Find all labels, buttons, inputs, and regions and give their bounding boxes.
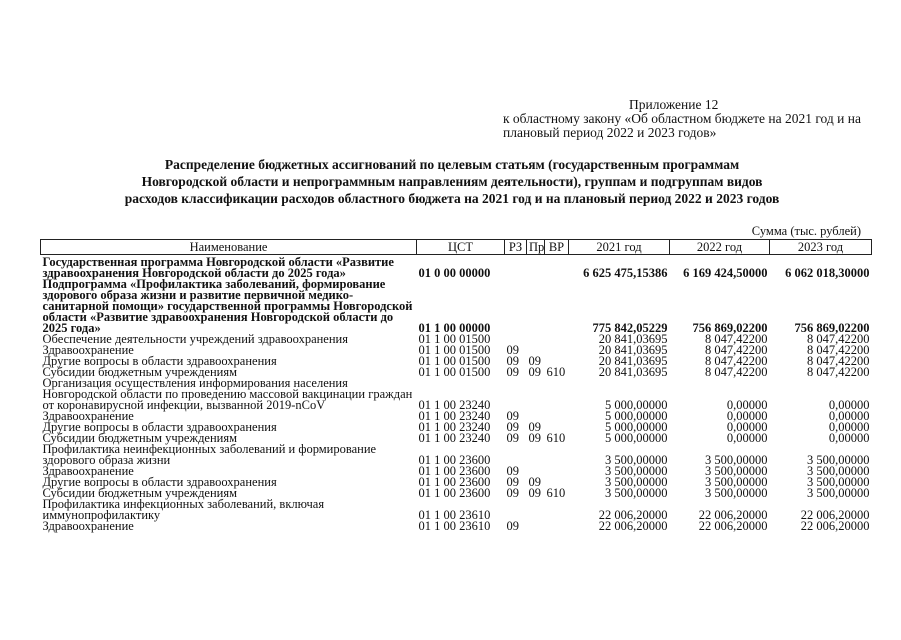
row-cst: 01 1 00 01500 — [418, 354, 491, 368]
row-amount-2021: 5 000,00000 — [605, 398, 668, 412]
appendix-note — [503, 98, 863, 140]
budget-table — [40, 239, 872, 532]
row-vr: 610 — [546, 365, 566, 379]
row-rz: 09 — [506, 475, 519, 489]
header-vr: ВР — [545, 240, 569, 255]
row-amount-2021: 775 842,05229 — [592, 321, 668, 335]
row-amount-2023: 0,00000 — [828, 431, 870, 445]
title-line-2: Новгородской области и непрограммным направлениям деятельности), группам и подгруппам видов — [141, 174, 763, 189]
row-rz: 09 — [506, 343, 519, 357]
row-rz — [505, 279, 527, 334]
row-amount-2023: 8 047,42200 — [807, 332, 870, 346]
row-rz: 09 — [506, 464, 519, 478]
row-rz: 09 — [506, 420, 519, 434]
row-amount-2022: 3 500,00000 — [705, 464, 768, 478]
row-amount-2023: 0,00000 — [828, 420, 870, 434]
title-line-3: расходов классификации расходов областного бюджета на 2021 год и на плановый период 2022 и 2023 годов — [124, 191, 780, 206]
row-amount-2021: 5 000,00000 — [605, 420, 668, 434]
row-amount-2022: 0,00000 — [726, 409, 768, 423]
row-amount-2021: 20 841,03695 — [598, 332, 668, 346]
row-rz — [505, 499, 527, 521]
row-vr: 610 — [546, 486, 566, 500]
row-name: Организация осуществления информирования населения Новгородской области по проведению массовой вакцинации граждан от коронавирусной инфекции, вызванной 2019-nCoV — [42, 376, 413, 412]
row-vr — [545, 521, 569, 532]
row-amount-2022: 756 869,02200 — [692, 321, 768, 335]
row-cst: 01 1 00 23610 — [418, 508, 491, 522]
row-amount-2021: 20 841,03695 — [598, 365, 668, 379]
row-name: Другие вопросы в области здравоохранения — [42, 420, 277, 434]
header-2023: 2023 год — [770, 240, 872, 255]
row-amount-2022: 0,00000 — [726, 398, 768, 412]
row-amount-2023: 0,00000 — [828, 398, 870, 412]
row-cst: 01 1 00 23600 — [418, 486, 491, 500]
row-cst: 01 1 00 01500 — [418, 332, 491, 346]
header-rz: РЗ — [505, 240, 527, 255]
row-amount-2023: 756 869,02200 — [794, 321, 870, 335]
row-name: Другие вопросы в области здравоохранения — [42, 475, 277, 489]
row-amount-2023: 8 047,42200 — [807, 365, 870, 379]
row-rz: 09 — [506, 486, 519, 500]
row-amount-2023: 22 006,20000 — [800, 519, 870, 533]
row-pr: 09 — [528, 431, 541, 445]
row-vr — [545, 255, 569, 280]
row-cst: 01 1 00 23240 — [418, 398, 491, 412]
row-amount-2023: 8 047,42200 — [807, 354, 870, 368]
row-amount-2022: 3 500,00000 — [705, 486, 768, 500]
row-cst: 01 1 00 00000 — [418, 321, 491, 335]
row-name: Здравоохранение — [42, 409, 134, 423]
row-rz: 09 — [506, 365, 519, 379]
row-cst: 01 1 00 23610 — [418, 519, 491, 533]
row-amount-2021: 6 625 475,15386 — [583, 266, 668, 280]
row-amount-2023: 3 500,00000 — [807, 453, 870, 467]
header-2022: 2022 год — [670, 240, 770, 255]
row-vr — [545, 334, 569, 345]
table-header-row — [41, 240, 872, 255]
appendix-number: Приложение 12 — [629, 97, 719, 112]
row-amount-2022: 22 006,20000 — [698, 508, 768, 522]
row-amount-2021: 5 000,00000 — [605, 431, 668, 445]
row-amount-2023: 8 047,42200 — [807, 343, 870, 357]
units-caption: Сумма (тыс. рублей) — [751, 224, 861, 238]
row-pr: 09 — [528, 420, 541, 434]
row-pr: 09 — [528, 365, 541, 379]
row-name: Подпрограмма «Профилактика заболеваний, формирование здорового образа жизни и развитие первичной медико-санитарной помощи» государственной программы Новгородской области «Развитие здравоохранения Новгородской области до 2025 года» — [42, 277, 413, 335]
header-2021: 2021 год — [569, 240, 670, 255]
row-amount-2023: 3 500,00000 — [807, 486, 870, 500]
row-pr — [527, 378, 545, 411]
row-pr — [527, 521, 545, 532]
row-name: Здравоохранение — [42, 343, 134, 357]
row-vr — [545, 411, 569, 422]
row-amount-2022: 0,00000 — [726, 420, 768, 434]
row-amount-2023: 3 500,00000 — [807, 475, 870, 489]
row-pr — [527, 255, 545, 280]
appendix-law-reference: к областному закону «Об областном бюджете на 2021 год и на плановый период 2022 и 2023 годов» — [503, 111, 861, 140]
row-amount-2021: 20 841,03695 — [598, 343, 668, 357]
row-amount-2022: 0,00000 — [726, 431, 768, 445]
row-pr: 09 — [528, 354, 541, 368]
row-rz: 09 — [506, 519, 519, 533]
row-pr: 09 — [528, 486, 541, 500]
row-amount-2023: 3 500,00000 — [807, 464, 870, 478]
row-pr — [527, 279, 545, 334]
row-amount-2022: 6 169 424,50000 — [683, 266, 768, 280]
row-name: Профилактика инфекционных заболеваний, включая иммунопрофилактику — [42, 497, 325, 522]
row-vr — [545, 444, 569, 466]
header-cst: ЦСТ — [417, 240, 505, 255]
row-amount-2022: 8 047,42200 — [705, 365, 768, 379]
row-cst: 01 1 00 23240 — [418, 420, 491, 434]
row-cst: 01 1 00 23240 — [418, 409, 491, 423]
row-amount-2022: 3 500,00000 — [705, 453, 768, 467]
row-amount-2023: 0,00000 — [828, 409, 870, 423]
row-amount-2022: 3 500,00000 — [705, 475, 768, 489]
row-amount-2023: 6 062 018,30000 — [785, 266, 870, 280]
table-row — [41, 499, 872, 521]
row-vr: 610 — [546, 431, 566, 445]
row-name: Профилактика неинфекционных заболеваний и формирование здорового образа жизни — [42, 442, 377, 467]
table-row — [41, 521, 872, 532]
row-cst: 01 1 00 23600 — [418, 453, 491, 467]
row-cst: 01 1 00 23240 — [418, 431, 491, 445]
row-amount-2021: 3 500,00000 — [605, 475, 668, 489]
row-name: Субсидии бюджетным учреждениям — [42, 365, 238, 379]
budget-table-body — [41, 255, 872, 533]
row-amount-2022: 8 047,42200 — [705, 343, 768, 357]
row-pr — [527, 444, 545, 466]
row-pr — [527, 499, 545, 521]
row-cst: 01 0 00 00000 — [418, 266, 491, 280]
row-name: Государственная программа Новгородской области «Развитие здравоохранения Новгородской области до 2025 года» — [42, 255, 394, 280]
row-rz — [505, 255, 527, 280]
row-rz — [505, 378, 527, 411]
row-name: Субсидии бюджетным учреждениям — [42, 486, 238, 500]
row-rz: 09 — [506, 409, 519, 423]
document-title — [40, 156, 864, 207]
row-pr — [527, 334, 545, 345]
table-row — [41, 444, 872, 466]
row-rz: 09 — [506, 354, 519, 368]
row-amount-2022: 8 047,42200 — [705, 354, 768, 368]
row-amount-2023: 22 006,20000 — [800, 508, 870, 522]
row-vr — [545, 279, 569, 334]
row-amount-2022: 22 006,20000 — [698, 519, 768, 533]
row-amount-2021: 22 006,20000 — [598, 508, 668, 522]
row-cst: 01 1 00 23600 — [418, 475, 491, 489]
row-cst: 01 1 00 01500 — [418, 365, 491, 379]
row-cst: 01 1 00 01500 — [418, 343, 491, 357]
header-name: Наименование — [41, 240, 417, 255]
row-rz — [505, 444, 527, 466]
row-amount-2021: 22 006,20000 — [598, 519, 668, 533]
row-vr — [545, 466, 569, 477]
row-amount-2021: 3 500,00000 — [605, 486, 668, 500]
row-amount-2021: 5 000,00000 — [605, 409, 668, 423]
row-name: Другие вопросы в области здравоохранения — [42, 354, 277, 368]
row-amount-2021: 3 500,00000 — [605, 453, 668, 467]
row-vr — [545, 499, 569, 521]
row-name: Обеспечение деятельности учреждений здравоохранения — [42, 332, 348, 346]
row-amount-2022: 8 047,42200 — [705, 332, 768, 346]
title-line-1: Распределение бюджетных ассигнований по целевым статьям (государственным программам — [164, 157, 740, 172]
row-pr: 09 — [528, 475, 541, 489]
row-amount-2021: 3 500,00000 — [605, 464, 668, 478]
row-cst: 01 1 00 23600 — [418, 464, 491, 478]
row-vr — [545, 378, 569, 411]
row-name: Здравоохранение — [42, 519, 134, 533]
table-row — [41, 378, 872, 411]
table-row — [41, 255, 872, 280]
row-amount-2021: 20 841,03695 — [598, 354, 668, 368]
row-vr — [545, 345, 569, 356]
row-rz: 09 — [506, 431, 519, 445]
row-name: Субсидии бюджетным учреждениям — [42, 431, 238, 445]
header-pr: Пр — [527, 240, 545, 255]
table-row — [41, 279, 872, 334]
row-name: Здравоохранение — [42, 464, 134, 478]
